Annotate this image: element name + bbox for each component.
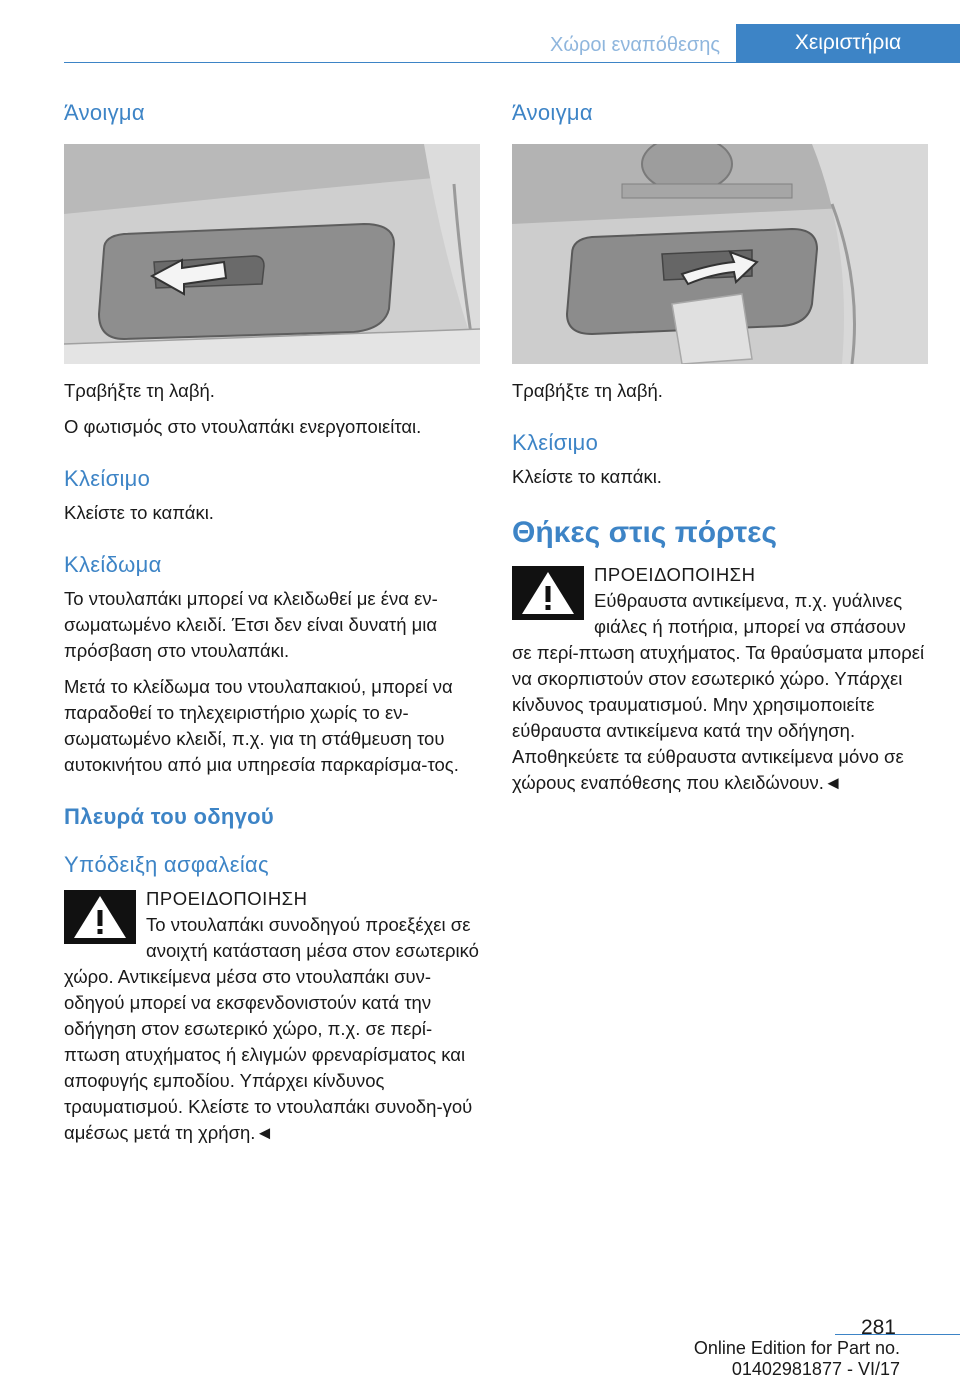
right-column bbox=[512, 96, 928, 796]
footer-rule bbox=[835, 1334, 960, 1335]
tab-section[interactable]: Χώροι εναπόθεσης bbox=[550, 34, 720, 56]
driver-side-heading: Πλευρά του οδηγού bbox=[64, 804, 274, 829]
left-open-heading: Άνοιγμα bbox=[64, 100, 145, 125]
left-close-text: Κλείστε το καπάκι. bbox=[64, 502, 214, 523]
header-rule bbox=[64, 62, 960, 63]
left-warning-block bbox=[64, 886, 480, 1146]
left-warning-text: Το ντουλαπάκι συνοδηγού προεξέχει σε ανοιχτή κατάσταση μέσα στον εσωτερικό χώρο. Αντικείμενα μέσα στο ντουλαπάκι συν-οδηγού μπορεί να εκσφενδονιστούν κατά την οδήγηση στον εσωτερικό χώρο, π.χ. σε περί-πτωση ατυχήματος ή ελιγμών φρεναρίσματος και αποφυγής εμποδίου. Υπάρχει κίνδυνος τραυματισμού. Κλείστε το ντουλαπάκι συνοδη-γού αμέσως μετά τη χρήση.◄ bbox=[64, 914, 479, 1143]
left-warning-title: ΠΡΟΕΙΔΟΠΟΙΗΣΗ bbox=[146, 888, 308, 909]
door-pockets-heading: Θήκες στις πόρτες bbox=[512, 516, 777, 549]
right-close-text: Κλείστε το καπάκι. bbox=[512, 466, 662, 487]
tab-chapter[interactable]: Χειριστήρια bbox=[736, 24, 960, 62]
glovebox-passenger-figure bbox=[64, 144, 480, 364]
left-column bbox=[64, 96, 480, 1146]
right-close-heading: Κλείσιμο bbox=[512, 430, 599, 455]
warning-triangle-icon bbox=[64, 890, 136, 944]
left-close-heading: Κλείσιμο bbox=[64, 466, 151, 491]
edition-note: Online Edition for Part no. 01402981877 - VI/17 bbox=[693, 1338, 900, 1379]
warning-triangle-icon bbox=[512, 566, 584, 620]
page-number: 281 bbox=[860, 1316, 896, 1339]
right-warning-text: Εύθραυστα αντικείμενα, π.χ. γυάλινες φιάλες ή ποτήρια, μπορεί να σπάσουν σε περί-πτωση ατυχήματος. Τα θραύσματα μπορεί να σκορπιστούν στον εσωτερικό χώρο. Υπάρχει κίνδυνος τραυματισμού. Μην χρησιμοποιείτε εύθραυστα αντικείμενα κατά την οδήγηση. Αποθηκεύετε τα εύθραυστα αντικείμενα μόνο σε χώρους εναπόθεσης που κλειδώνουν.◄ bbox=[512, 590, 925, 793]
right-pull-handle-text: Τραβήξτε τη λαβή. bbox=[512, 380, 663, 401]
lock-heading: Κλείδωμα bbox=[64, 552, 162, 577]
right-warning-block bbox=[512, 562, 928, 796]
right-open-heading: Άνοιγμα bbox=[512, 100, 593, 125]
safety-heading: Υπόδειξη ασφαλείας bbox=[64, 852, 269, 877]
glovebox-driver-figure bbox=[512, 144, 928, 364]
lock-text-2: Μετά το κλείδωμα του ντουλαπακιού, μπορεί να παραδοθεί το τηλεχειριστήριο χωρίς το εν-σωματωμένο κλειδί, π.χ. για τη στάθμευση του αυτοκινήτου από μια υπηρεσία παρκαρίσμα-τος. bbox=[64, 676, 459, 775]
right-warning-title: ΠΡΟΕΙΔΟΠΟΙΗΣΗ bbox=[594, 564, 756, 585]
left-light-on-text: Ο φωτισμός στο ντουλαπάκι ενεργοποιείται. bbox=[64, 416, 422, 437]
lock-text-1: Το ντουλαπάκι μπορεί να κλειδωθεί με ένα εν-σωματωμένο κλειδί. Έτσι δεν είναι δυνατή μια πρόσβαση στο ντουλαπάκι. bbox=[64, 588, 438, 661]
left-pull-handle-text: Τραβήξτε τη λαβή. bbox=[64, 380, 215, 401]
